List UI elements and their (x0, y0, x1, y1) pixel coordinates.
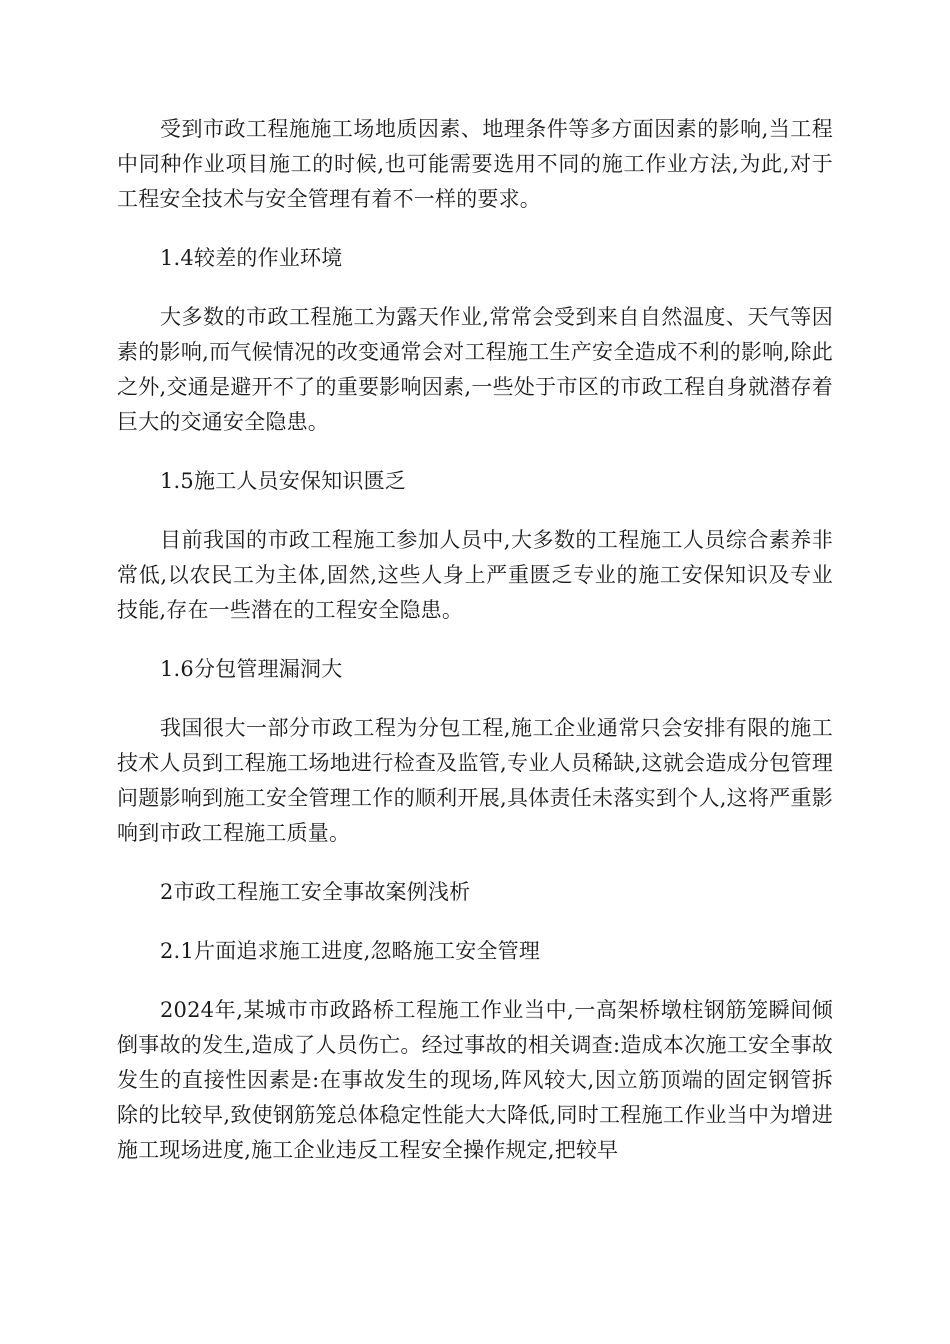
section-heading-2: 2市政工程施工安全事故案例浅析 (160, 880, 471, 904)
paragraph-geology-factors: 受到市政工程施施工场地质因素、地理条件等多方面因素的影响,当工程中同种作业项目施工的时候,也可能需要选用不同的施工作业方法,为此,对于工程安全技术与安全管理有着不一样的要求。 (117, 117, 833, 211)
paragraph-accident-case: 2024年,某城市市政路桥工程施工作业当中,一高架桥墩柱钢筋笼瞬间倾倒事故的发生,造成了人员伤亡。经过事故的相关调查:造成本次施工安全事故发生的直接性因素是:在事故发生的现场,阵风较大,因立筋顶端的固定钢管拆除的比较早,致使钢筋笼总体稳定性能大大降低,同时工程施工作业当中为增进施工现场进度,施工企业违反工程安全操作规定,把较早 (117, 998, 833, 1162)
paragraph-work-environment: 大多数的市政工程施工为露天作业,常常会受到来自自然温度、天气等因素的影响,而气候情况的改变通常会对工程施工生产安全造成不利的影响,除此之外,交通是避开不了的重要影响因素,一些处于市区的市政工程自身就潜存着巨大的交通安全隐患。 (117, 305, 833, 434)
section-heading-1-5: 1.5施工人员安保知识匮乏 (160, 469, 406, 493)
document-body (117, 112, 833, 1192)
paragraph-subcontract-management: 我国很大一部分市政工程为分包工程,施工企业通常只会安排有限的施工技术人员到工程施工场地进行检查及监管,专业人员稀缺,这就会造成分包管理问题影响到施工安全管理工作的顺利开展,具体责任未落实到个人,这将严重影响到市政工程施工质量。 (117, 716, 833, 845)
section-heading-2-1: 2.1片面追求施工进度,忽略施工安全管理 (160, 939, 541, 963)
paragraph-safety-knowledge: 目前我国的市政工程施工参加人员中,大多数的工程施工人员综合素养非常低,以农民工为主体,固然,这些人身上严重匮乏专业的施工安保知识及专业技能,存在一些潜在的工程安全隐患。 (117, 528, 833, 622)
section-heading-1-6: 1.6分包管理漏洞大 (160, 657, 343, 681)
section-heading-1-4: 1.4较差的作业环境 (160, 246, 343, 270)
